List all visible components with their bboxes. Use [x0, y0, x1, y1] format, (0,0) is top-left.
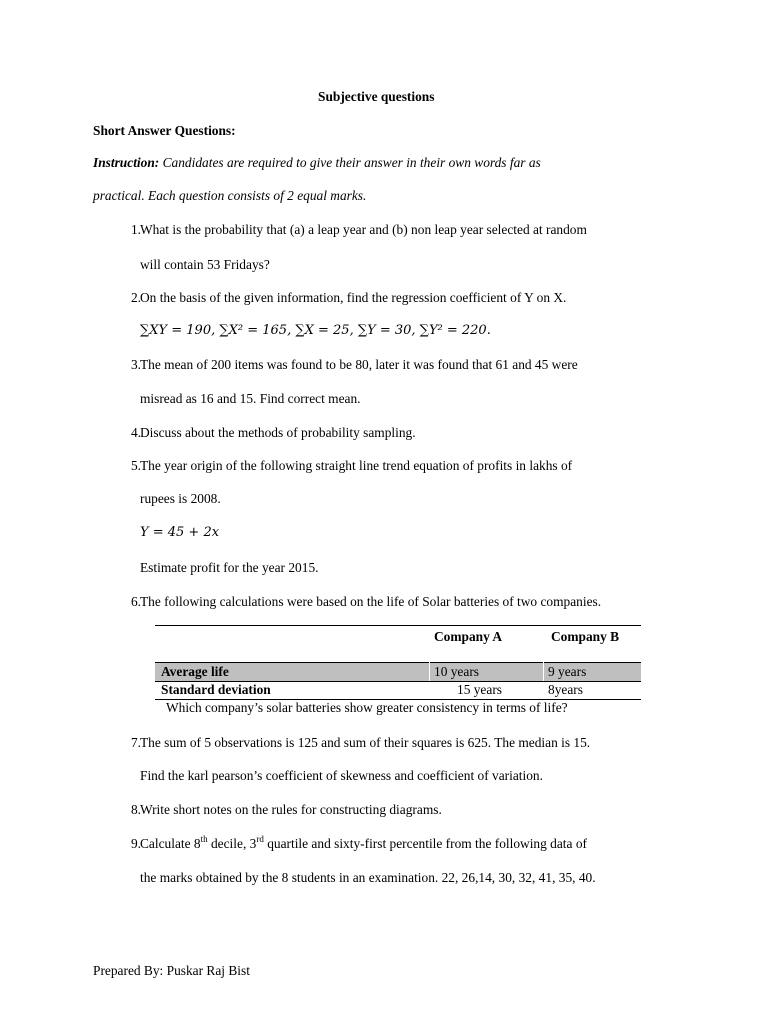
table-col-separator	[429, 662, 430, 681]
question-text: What is the probability that (a) a leap year and (b) non leap year selected at random	[140, 222, 587, 237]
question-number: 5.	[130, 458, 141, 473]
table-top-rule	[155, 625, 641, 626]
table-cell: 8years	[548, 682, 583, 697]
instruction-line-1	[93, 154, 541, 172]
table-col-separator	[543, 662, 544, 681]
instruction-text-1: Candidates are required to give their answer in their own words far as	[162, 155, 541, 170]
table-header-company-b: Company B	[551, 629, 620, 644]
question-7-line-2: Find the karl pearson’s coefficient of skewness and coefficient of variation.	[140, 768, 543, 783]
table-header-company-a: Company A	[434, 629, 503, 644]
table-cell: 15 years	[457, 682, 502, 697]
question-1-line-2: will contain 53 Fridays?	[140, 257, 270, 272]
table-cell: 9 years	[548, 664, 587, 679]
instruction-line-2: practical. Each question consists of 2 equal marks.	[93, 188, 367, 203]
question-number: 9.	[130, 836, 141, 851]
question-text: On the basis of the given information, find the regression coefficient of Y on X.	[140, 290, 567, 305]
question-9-line-2: the marks obtained by the 8 students in an examination. 22, 26,14, 30, 32, 41, 35, 40.	[140, 870, 596, 885]
question-2-formula: ∑XY = 190, ∑X² = 165, ∑X = 25, ∑Y = 30, ∑Y² = 220.	[140, 323, 491, 338]
question-5-line-2: rupees is 2008.	[140, 491, 221, 506]
question-number: 2.	[130, 290, 141, 305]
question-number: 4.	[130, 425, 141, 440]
question-5-after: Estimate profit for the year 2015.	[140, 560, 319, 575]
question-text: The following calculations were based on the life of Solar batteries of two companies.	[140, 594, 602, 609]
question-number: 3.	[130, 357, 141, 372]
question-number: 6.	[130, 594, 141, 609]
question-number: 7.	[130, 735, 141, 750]
instruction-label: Instruction:	[93, 155, 160, 170]
question-text: Discuss about the methods of probability sampling.	[140, 425, 416, 440]
section-heading: Short Answer Questions:	[93, 123, 236, 138]
table-row-label: Average life	[161, 664, 229, 679]
question-5-formula: Y = 45 + 2x	[140, 525, 220, 540]
footer-prepared-by: Prepared By: Puskar Raj Bist	[93, 963, 250, 978]
table-cell: 10 years	[434, 664, 479, 679]
question-text: The sum of 5 observations is 125 and sum of their squares is 625. The median is 15.	[140, 735, 591, 750]
question-text: The mean of 200 items was found to be 80, later it was found that 61 and 45 were	[140, 357, 578, 372]
page-title: Subjective questions	[318, 89, 435, 104]
table-row-label: Standard deviation	[161, 682, 271, 697]
table-caption: Which company’s solar batteries show greater consistency in terms of life?	[166, 700, 568, 715]
question-text: Calculate 8th decile, 3rd quartile and sixty-first percentile from the following data of	[140, 833, 587, 851]
question-3-line-2: misread as 16 and 15. Find correct mean.	[140, 391, 361, 406]
question-text: The year origin of the following straight line trend equation of profits in lakhs of	[140, 458, 573, 473]
question-number: 8.	[130, 802, 141, 817]
question-text: Write short notes on the rules for constructing diagrams.	[140, 802, 442, 817]
question-number: 1.	[130, 222, 141, 237]
